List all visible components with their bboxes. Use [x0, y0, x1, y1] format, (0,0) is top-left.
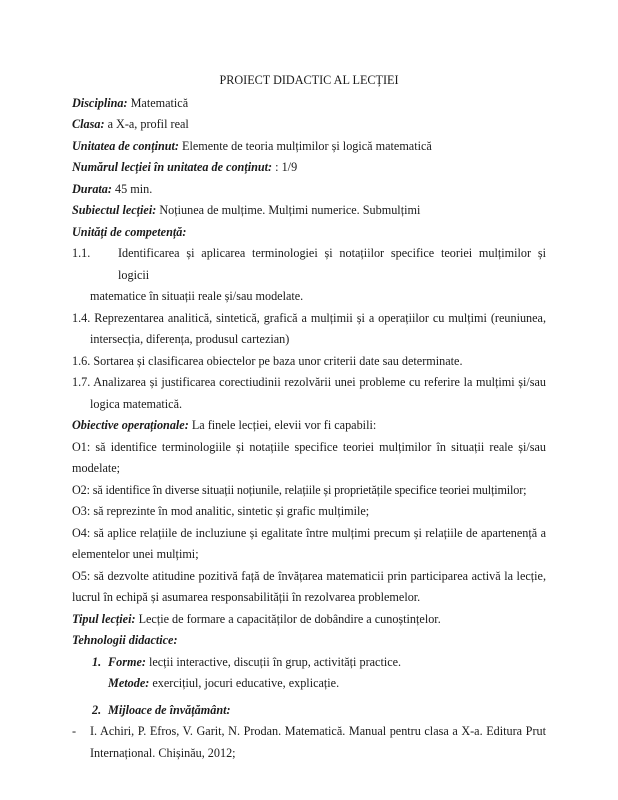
tipul-lectiei	[72, 609, 546, 631]
competenta-text: Analizarea și justificarea corectiudinii rezolvării unei probleme cu referire la mulțimi și/sau	[93, 375, 547, 389]
competenta-text: Sortarea și clasificarea obiectelor pe baza unor criterii date sau determinate.	[93, 353, 463, 368]
obiectiv-text-cont: elementelor unei mulțimi;	[72, 547, 199, 561]
obiective-intro: La finele lecției, elevii vor fi capabili:	[188, 418, 377, 432]
field-value: Noțiunea de mulțime. Mulțimi numerice. Submulțimi	[156, 203, 421, 217]
list-number: 2.	[92, 702, 102, 717]
obiective-label: Obiective operaționale:	[72, 418, 189, 432]
obiectiv-text: O1: să identifice terminologiile și notațiile specifice teoriei mulțimilor în situații reale și/sau	[72, 439, 546, 454]
bibliografie-item	[72, 721, 546, 764]
field-value: Elemente de teoria mulțimilor și logică matematică	[179, 138, 432, 153]
obiectiv-item	[72, 437, 546, 480]
tehnologii-heading: Tehnologii didactice:	[72, 633, 178, 647]
field-subiectul	[72, 200, 546, 222]
field-value: a X-a, profil real	[104, 117, 189, 131]
obiectiv-text: O4: să aplice relațiile de incluziune și egalitate între mulțimi precum și relațiile de apartenență a	[72, 525, 546, 540]
field-label: Durata:	[72, 181, 112, 196]
mijloace-label: Mijloace de învățământ:	[108, 702, 231, 717]
document-title: PROIECT DIDACTIC AL LECȚIEI	[219, 73, 399, 87]
bibliografie-text-cont: Internațional. Chișinău, 2012;	[90, 745, 236, 760]
forme-value: lecții interactive, discuții în grup, activități practice.	[145, 654, 402, 669]
tipul-label: Tipul lecției:	[72, 611, 136, 626]
obiectiv-text-cont: lucrul în echipă și asumarea responsabilității în rezolvarea problemelor.	[72, 590, 421, 604]
tehnologii-list	[72, 652, 546, 722]
obiectiv-text: O2: să identifice în diverse situații noțiunile, relațiile și proprietățile specifice teoriei mulțimilor;	[72, 482, 527, 497]
list-number: 1.	[92, 654, 102, 669]
field-label: Subiectul lecției:	[72, 203, 157, 217]
dash-bullet: -	[72, 724, 77, 738]
field-label: Unitatea de conținut:	[72, 138, 179, 153]
metode-value: exercițiul, jocuri educative, explicație.	[149, 676, 340, 690]
competenta-number: 1.1.	[72, 246, 91, 260]
document-page	[72, 70, 546, 764]
forme-label: Forme:	[108, 654, 146, 669]
field-label: Numărul lecției în unitatea de conținut:	[72, 160, 273, 174]
obiectiv-item	[72, 501, 546, 523]
metode-label: Metode:	[108, 676, 150, 690]
bibliografie-text: I. Achiri, P. Efros, V. Garit, N. Prodan. Matematică. Manual pentru clasa a X-a. Editura Prut	[90, 724, 546, 738]
competenta-number: 1.7.	[72, 375, 91, 389]
competente-heading: Unități de competență:	[72, 224, 187, 239]
competenta-item	[72, 243, 546, 308]
obiectiv-text-cont: modelate;	[72, 461, 121, 475]
obiectiv-text: O5: să dezvolte atitudine pozitivă față de învățarea matematicii prin participarea activă la lecție,	[72, 568, 546, 583]
field-unitatea	[72, 136, 546, 158]
metode-item	[92, 673, 546, 695]
competenta-text-cont: intersecția, diferența, produsul cartezian)	[90, 332, 290, 346]
competenta-number: 1.4.	[72, 310, 91, 325]
field-clasa	[72, 114, 546, 136]
obiectiv-item	[72, 480, 546, 502]
field-disciplina	[72, 93, 546, 115]
obiectiv-item	[72, 566, 546, 609]
forme-item	[92, 652, 546, 674]
competenta-item	[72, 372, 546, 415]
field-value: Matematică	[127, 95, 189, 110]
competenta-item	[72, 351, 546, 373]
field-label: Clasa:	[72, 117, 105, 131]
field-value: : 1/9	[272, 160, 298, 174]
field-numarul	[72, 157, 546, 179]
field-label: Disciplina:	[72, 95, 128, 110]
field-value: 45 min.	[111, 181, 153, 196]
mijloace-item	[92, 700, 546, 722]
competenta-item	[72, 308, 546, 351]
obiective-heading	[72, 415, 546, 437]
competenta-text: Identificarea și aplicarea terminologiei și notațiilor specifice teoriei mulțimilor și logicii	[118, 246, 546, 282]
competenta-text-cont: logica matematică.	[90, 396, 183, 411]
competenta-text-cont: matematice în situații reale și/sau modelate.	[90, 289, 304, 303]
obiectiv-item	[72, 523, 546, 566]
field-durata	[72, 179, 546, 201]
tipul-value: Lecție de formare a capacităților de dobândire a cunoștințelor.	[135, 611, 441, 626]
obiectiv-text: O3: să reprezinte în mod analitic, sintetic și grafic mulțimile;	[72, 504, 370, 518]
competenta-number: 1.6.	[72, 353, 91, 368]
competenta-text: Reprezentarea analitică, sintetică, grafică a mulțimii și a operațiilor cu mulțimi (reuniunea,	[94, 310, 547, 325]
